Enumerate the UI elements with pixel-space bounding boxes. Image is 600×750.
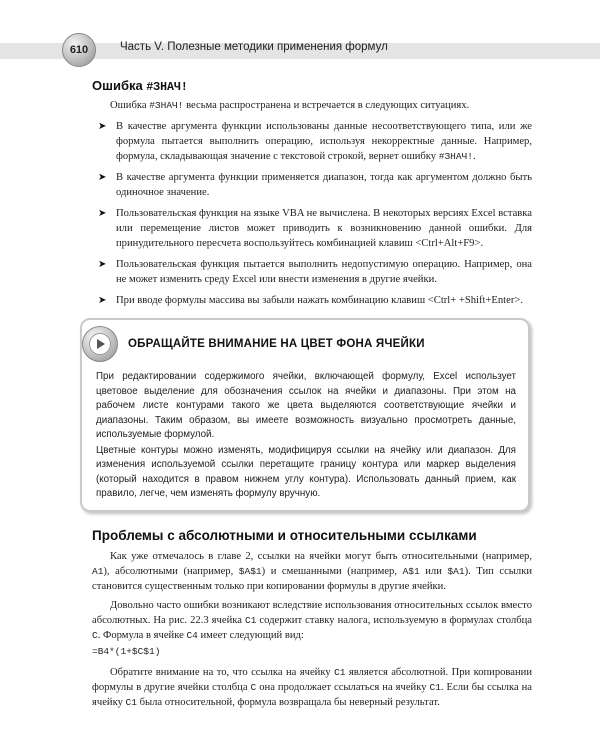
cell-ref: A$1 xyxy=(402,565,420,577)
intro-word: Ошибка xyxy=(110,100,147,111)
list-item xyxy=(92,257,532,287)
play-icon xyxy=(82,326,118,362)
arrow-bullet-icon: ➤ xyxy=(98,295,107,306)
error-heading xyxy=(92,78,532,94)
page-number: 610 xyxy=(69,44,89,56)
page-content xyxy=(92,78,532,710)
refs-paragraph-2 xyxy=(92,598,532,643)
cell-ref: A1 xyxy=(92,565,104,577)
text: или xyxy=(425,565,442,577)
cell-ref: $A$1 xyxy=(238,565,262,577)
bullet-text: В качестве аргумента функции применяется диапазон, тогда как аргументом должно быть одиночное значение. xyxy=(116,172,532,198)
text: . Если бы ссылка на ячейку xyxy=(92,681,533,708)
bullet-text: Пользовательская функция пытается выполнить недопустимую операцию. Например, она не может изменить среду Excel или внести изменения в другие ячейки. xyxy=(116,259,532,285)
cell-ref: C1 xyxy=(429,681,441,693)
text: содержит ставку налога, используемую в формулах столбца xyxy=(259,614,533,626)
refs-paragraph-3 xyxy=(92,665,532,710)
tip-title: ОБРАЩАЙТЕ ВНИМАНИЕ НА ЦВЕТ ФОНА ЯЧЕЙКИ xyxy=(128,338,425,350)
list-item xyxy=(92,293,532,308)
error-heading-word: Ошибка xyxy=(92,78,143,93)
bullet-code: #ЗНАЧ! xyxy=(438,151,473,162)
cell-ref: C1 xyxy=(334,666,346,678)
running-title: Часть V. Полезные методики применения формул xyxy=(120,41,388,53)
cell-ref: C xyxy=(250,681,257,693)
text: была относительной, формула возвращала бы неверный результат. xyxy=(139,696,440,708)
arrow-bullet-icon: ➤ xyxy=(98,121,107,132)
bullet-text: При вводе формулы массива вы забыли нажать комбинацию клавиш <Ctrl+ +Shift+Enter>. xyxy=(116,295,523,306)
arrow-bullet-icon: ➤ xyxy=(98,172,107,183)
arrow-bullet-icon: ➤ xyxy=(98,208,107,219)
play-triangle-icon xyxy=(94,338,106,350)
tip-body xyxy=(96,370,516,502)
text: является абсолютной. При копировании формулы в другие ячейки столбца xyxy=(92,666,533,693)
intro-code: #ЗНАЧ! xyxy=(149,100,184,111)
text: . Формула в ячейке xyxy=(97,629,184,641)
list-item xyxy=(92,119,532,164)
tip-header xyxy=(82,326,516,362)
bullet-end: . xyxy=(472,151,476,162)
text: ). Тип ссылки становится существенным только при копировании формулы в другие ячейки. xyxy=(92,565,533,592)
play-icon-inner xyxy=(89,333,111,355)
cell-ref: $A1 xyxy=(447,565,465,577)
refs-paragraph-1 xyxy=(92,549,532,594)
tip-box xyxy=(80,318,530,512)
cell-ref: C xyxy=(92,629,98,641)
cell-ref: C1 xyxy=(244,614,257,626)
bullet-text: В качестве аргумента функции использованы данные несоответствующего типа, или же формула пытается выполнить операцию, используя некорректные данные. Например, формула, складывающая значение с текстовой строкой, вернет ошибку xyxy=(116,121,532,162)
text: Как уже отмечалось в главе 2, ссылки на ячейки могут быть относительными (например, xyxy=(110,550,532,562)
error-causes-list xyxy=(92,119,532,308)
list-item xyxy=(92,170,532,200)
text: Довольно часто ошибки возникают вследствие использования относительных ссылок вместо абсолютных. На рис. 22.3 ячейка xyxy=(92,599,532,626)
page-number-badge xyxy=(62,33,96,67)
page-header xyxy=(0,0,600,80)
text: ) и смешанными (например, xyxy=(261,565,398,577)
text: она продолжает ссылаться на ячейку xyxy=(259,681,427,693)
error-intro xyxy=(92,98,532,113)
text: имеет следующий вид: xyxy=(200,629,304,641)
text: ), абсолютными (например, xyxy=(103,565,234,577)
arrow-bullet-icon: ➤ xyxy=(98,259,107,270)
text: Обратите внимание на то, что ссылка на ячейку xyxy=(110,666,331,678)
formula-example: =B4*(1+$C$1) xyxy=(92,645,161,657)
bullet-text: Пользовательская функция на языке VBA не вычислена. В некоторых версиях Excel вставка или перемещение листов может приводить к возникновению данной ошибки. Для принудительного пересчета воспользуйтесь комбинацией клавиш <Ctrl+Alt+F9>. xyxy=(116,208,532,249)
tip-paragraph-2: Цветные контуры можно изменять, модифицируя ссылки на ячейку или диапазон. Для изменения используемой ссылки перетащите границу контура или маркер выделения (который находится в правом нижнем углу контура). Использовать данный прием, как правило, легче, чем изменять формулу вручную. xyxy=(96,444,516,499)
list-item xyxy=(92,206,532,251)
tip-paragraph-1: При редактировании содержимого ячейки, включающей формулу, Excel использует цветовое выделение для обозначения ссылок на ячейки и диапазоны. При этом на рабочем листе контурами такого же цвета выделяются соответствующие ячейки и диапазоны. Таким образом, вы имеете возможность визуально просмотреть данные, используемые формулой. xyxy=(96,371,516,440)
cell-ref: C4 xyxy=(186,629,198,641)
cell-ref: C1 xyxy=(125,696,137,708)
intro-rest: весьма распространена и встречается в следующих ситуациях. xyxy=(186,100,470,111)
error-heading-code: #ЗНАЧ! xyxy=(146,81,188,94)
section-heading: Проблемы с абсолютными и относительными ссылками xyxy=(92,527,477,543)
